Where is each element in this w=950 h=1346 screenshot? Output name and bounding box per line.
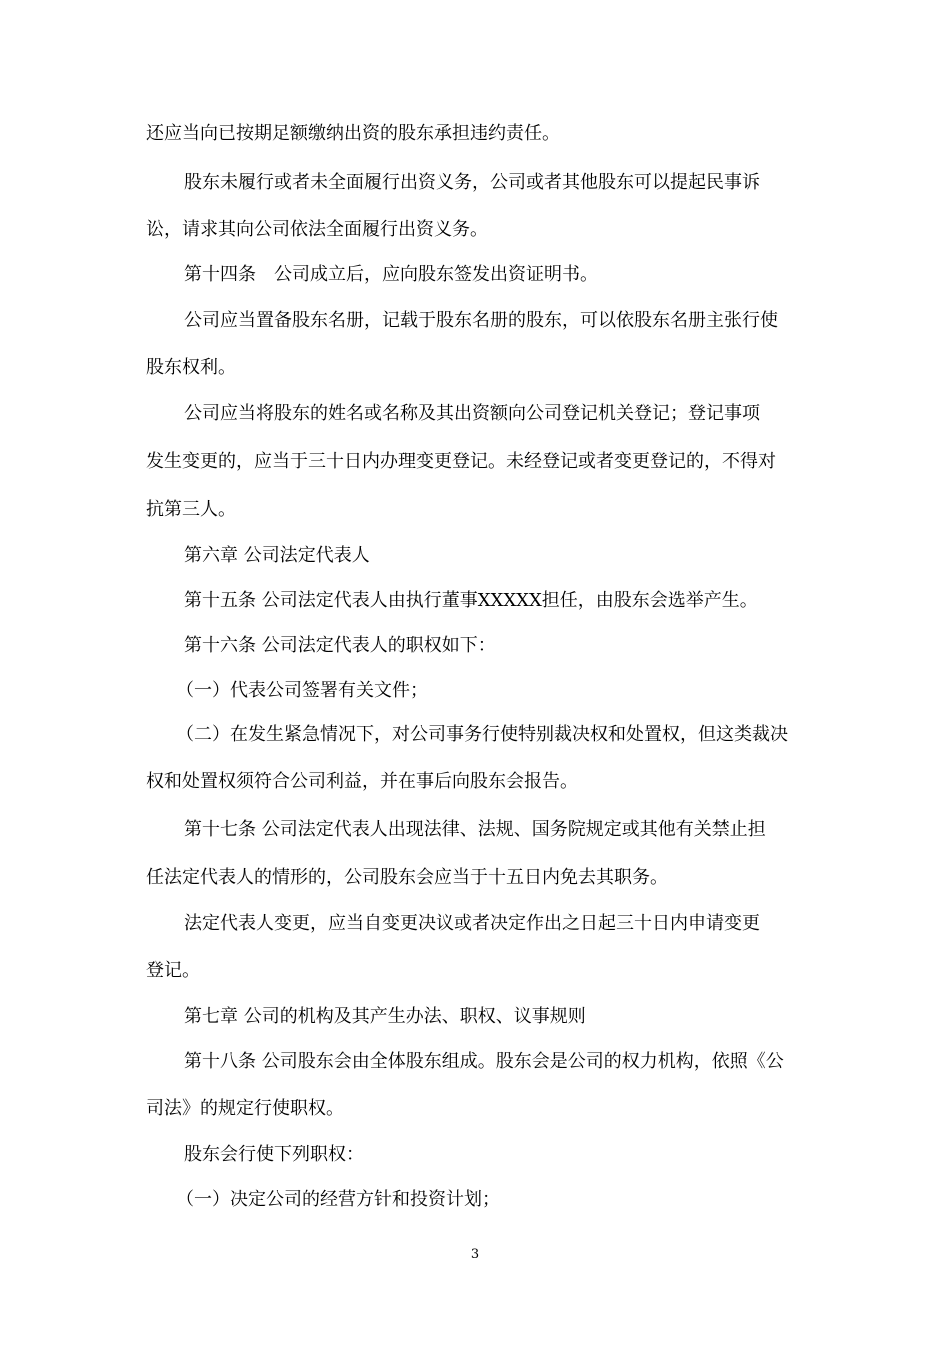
text-line-3: 讼，请求其向公司依法全面履行出资义务。: [146, 219, 488, 240]
text-line-18: 法定代表人变更，应当自变更决议或者决定作出之日起三十日内申请变更: [184, 913, 760, 934]
text-line-19: 登记。: [146, 960, 200, 981]
text-line-12: 第十六条 公司法定代表人的职权如下：: [184, 635, 496, 656]
text-line-1: 还应当向已按期足额缴纳出资的股东承担违约责任。: [146, 123, 560, 144]
text-line-7: 公司应当将股东的姓名或名称及其出资额向公司登记机关登记；登记事项: [184, 403, 760, 424]
text-line-13: （一）代表公司签署有关文件；: [176, 680, 428, 701]
text-line-16: 第十七条 公司法定代表人出现法律、法规、国务院规定或其他有关禁止担: [184, 819, 766, 840]
text-line-24: （一）决定公司的经营方针和投资计划；: [176, 1189, 500, 1210]
text-line-11: 第十五条 公司法定代表人由执行董事XXXXX担任，由股东会选举产生。: [184, 590, 758, 611]
text-line-21: 第十八条 公司股东会由全体股东组成。股东会是公司的权力机构，依照《公: [184, 1051, 784, 1072]
text-line-17: 任法定代表人的情形的，公司股东会应当于十五日内免去其职务。: [146, 867, 668, 888]
chapter-heading-6: 第六章 公司法定代表人: [184, 545, 370, 566]
text-line-8: 发生变更的，应当于三十日内办理变更登记。未经登记或者变更登记的，不得对: [146, 451, 776, 472]
text-line-4: 第十四条 公司成立后，应向股东签发出资证明书。: [184, 264, 598, 285]
text-line-2: 股东未履行或者未全面履行出资义务，公司或者其他股东可以提起民事诉: [184, 172, 760, 193]
text-line-9: 抗第三人。: [146, 499, 236, 520]
text-line-14: （二）在发生紧急情况下，对公司事务行使特别裁决权和处置权，但这类裁决: [176, 724, 788, 745]
chapter-heading-7: 第七章 公司的机构及其产生办法、职权、议事规则: [184, 1006, 586, 1027]
text-line-5: 公司应当置备股东名册，记载于股东名册的股东，可以依股东名册主张行使: [184, 310, 778, 331]
page-number: 3: [470, 1247, 480, 1262]
text-line-15: 权和处置权须符合公司利益，并在事后向股东会报告。: [146, 771, 578, 792]
text-line-22: 司法》的规定行使职权。: [146, 1098, 344, 1119]
text-line-6: 股东权利。: [146, 357, 236, 378]
text-line-23: 股东会行使下列职权：: [184, 1144, 364, 1165]
